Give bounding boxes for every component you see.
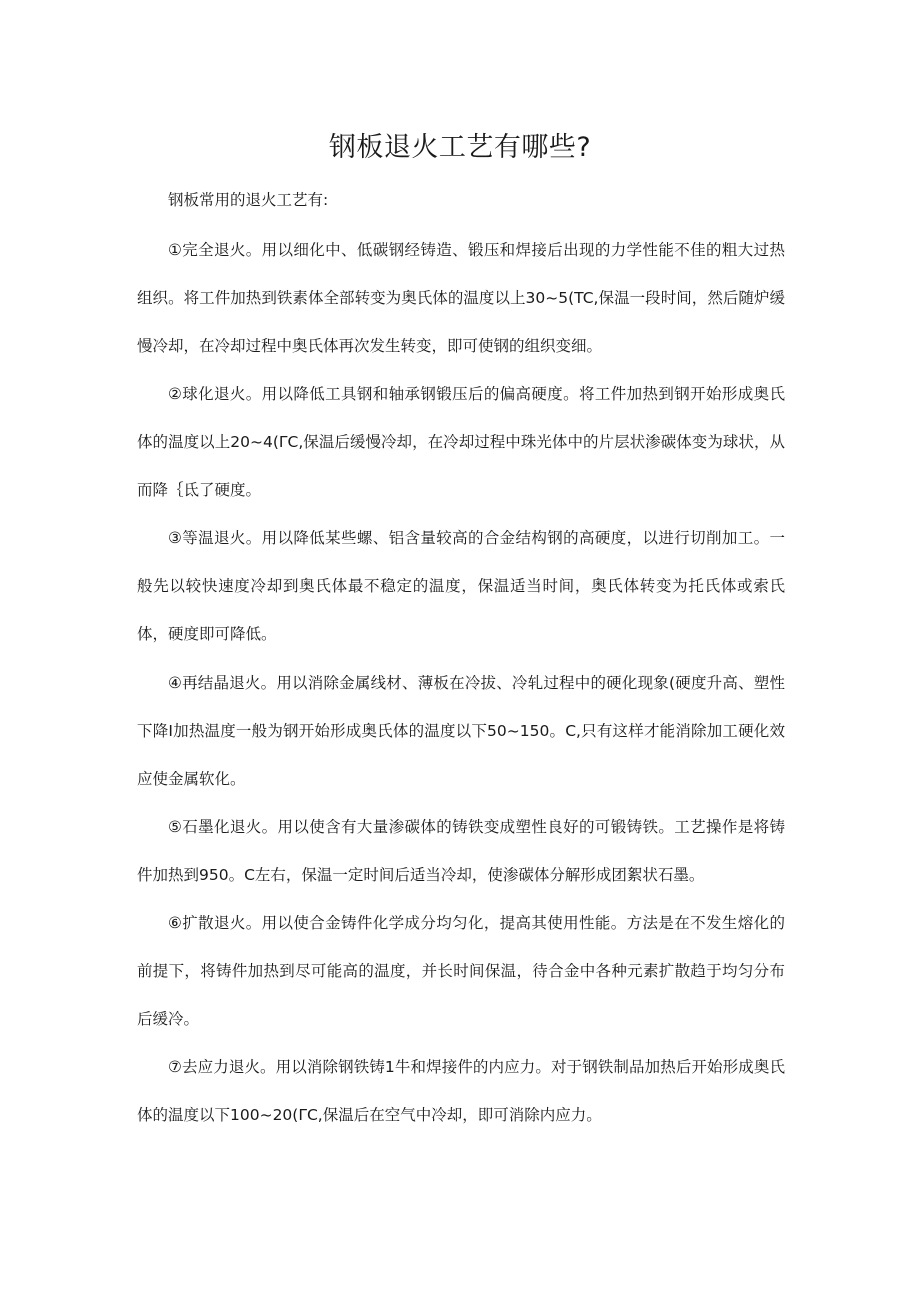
- paragraph-diffusion-annealing: ⑥扩散退火。用以使合金铸件化学成分均匀化，提高其使用性能。方法是在不发生熔化的前提下，将铸件加热到尽可能高的温度，并长时间保温，待合金中各种元素扩散趋于均匀分布后缓冷。: [137, 914, 785, 1028]
- paragraph-stress-relief-annealing: ⑦去应力退火。用以消除钢铁铸1牛和焊接件的内应力。对于钢铁制品加热后开始形成奥氏体的温度以下100~20(ΓC,保温后在空气中冷却，即可消除内应力。: [137, 1058, 785, 1124]
- paragraph-graphitizing-annealing: ⑤石墨化退火。用以使含有大量渗碳体的铸铁变成塑性良好的可锻铸铁。工艺操作是将铸件加热到950。C左右，保温一定时间后适当冷却，使渗碳体分解形成团絮状石墨。: [137, 818, 785, 884]
- paragraph-full-annealing: ①完全退火。用以细化中、低碳钢经铸造、锻压和焊接后出现的力学性能不佳的粗大过热组织。将工件加热到铁素体全部转变为奥氏体的温度以上30~5(TC,保温一段时间，然后随炉缓慢冷却，在冷却过程中奥氏体再次发生转变，即可使钢的组织变细。: [137, 241, 785, 355]
- document-title: 钢板退火工艺有哪些?: [328, 132, 592, 163]
- paragraph-spheroidizing-annealing: ②球化退火。用以降低工具钢和轴承钢锻压后的偏高硬度。将工件加热到钢开始形成奥氏体的温度以上20~4(ΓC,保温后缓慢冷却，在冷却过程中珠光体中的片层状渗碳体变为球状，从而降｛氐了硬度。: [137, 385, 785, 499]
- paragraph-isothermal-annealing: ③等温退火。用以降低某些螺、铝含量较高的合金结构钢的高硬度，以进行切削加工。一般先以较快速度冷却到奥氏体最不稳定的温度，保温适当时间，奥氏体转变为托氏体或索氏体，硬度即可降低。: [137, 529, 785, 643]
- intro-text: 钢板常用的退火工艺有:: [168, 191, 329, 209]
- paragraph-recrystallization-annealing: ④再结晶退火。用以消除金属线材、薄板在冷拔、冷轧过程中的硬化现象(硬度升高、塑性下降I加热温度一般为钢开始形成奥氏体的温度以下50~150。C,只有这样才能消除加工硬化效应使金属软化。: [137, 674, 785, 788]
